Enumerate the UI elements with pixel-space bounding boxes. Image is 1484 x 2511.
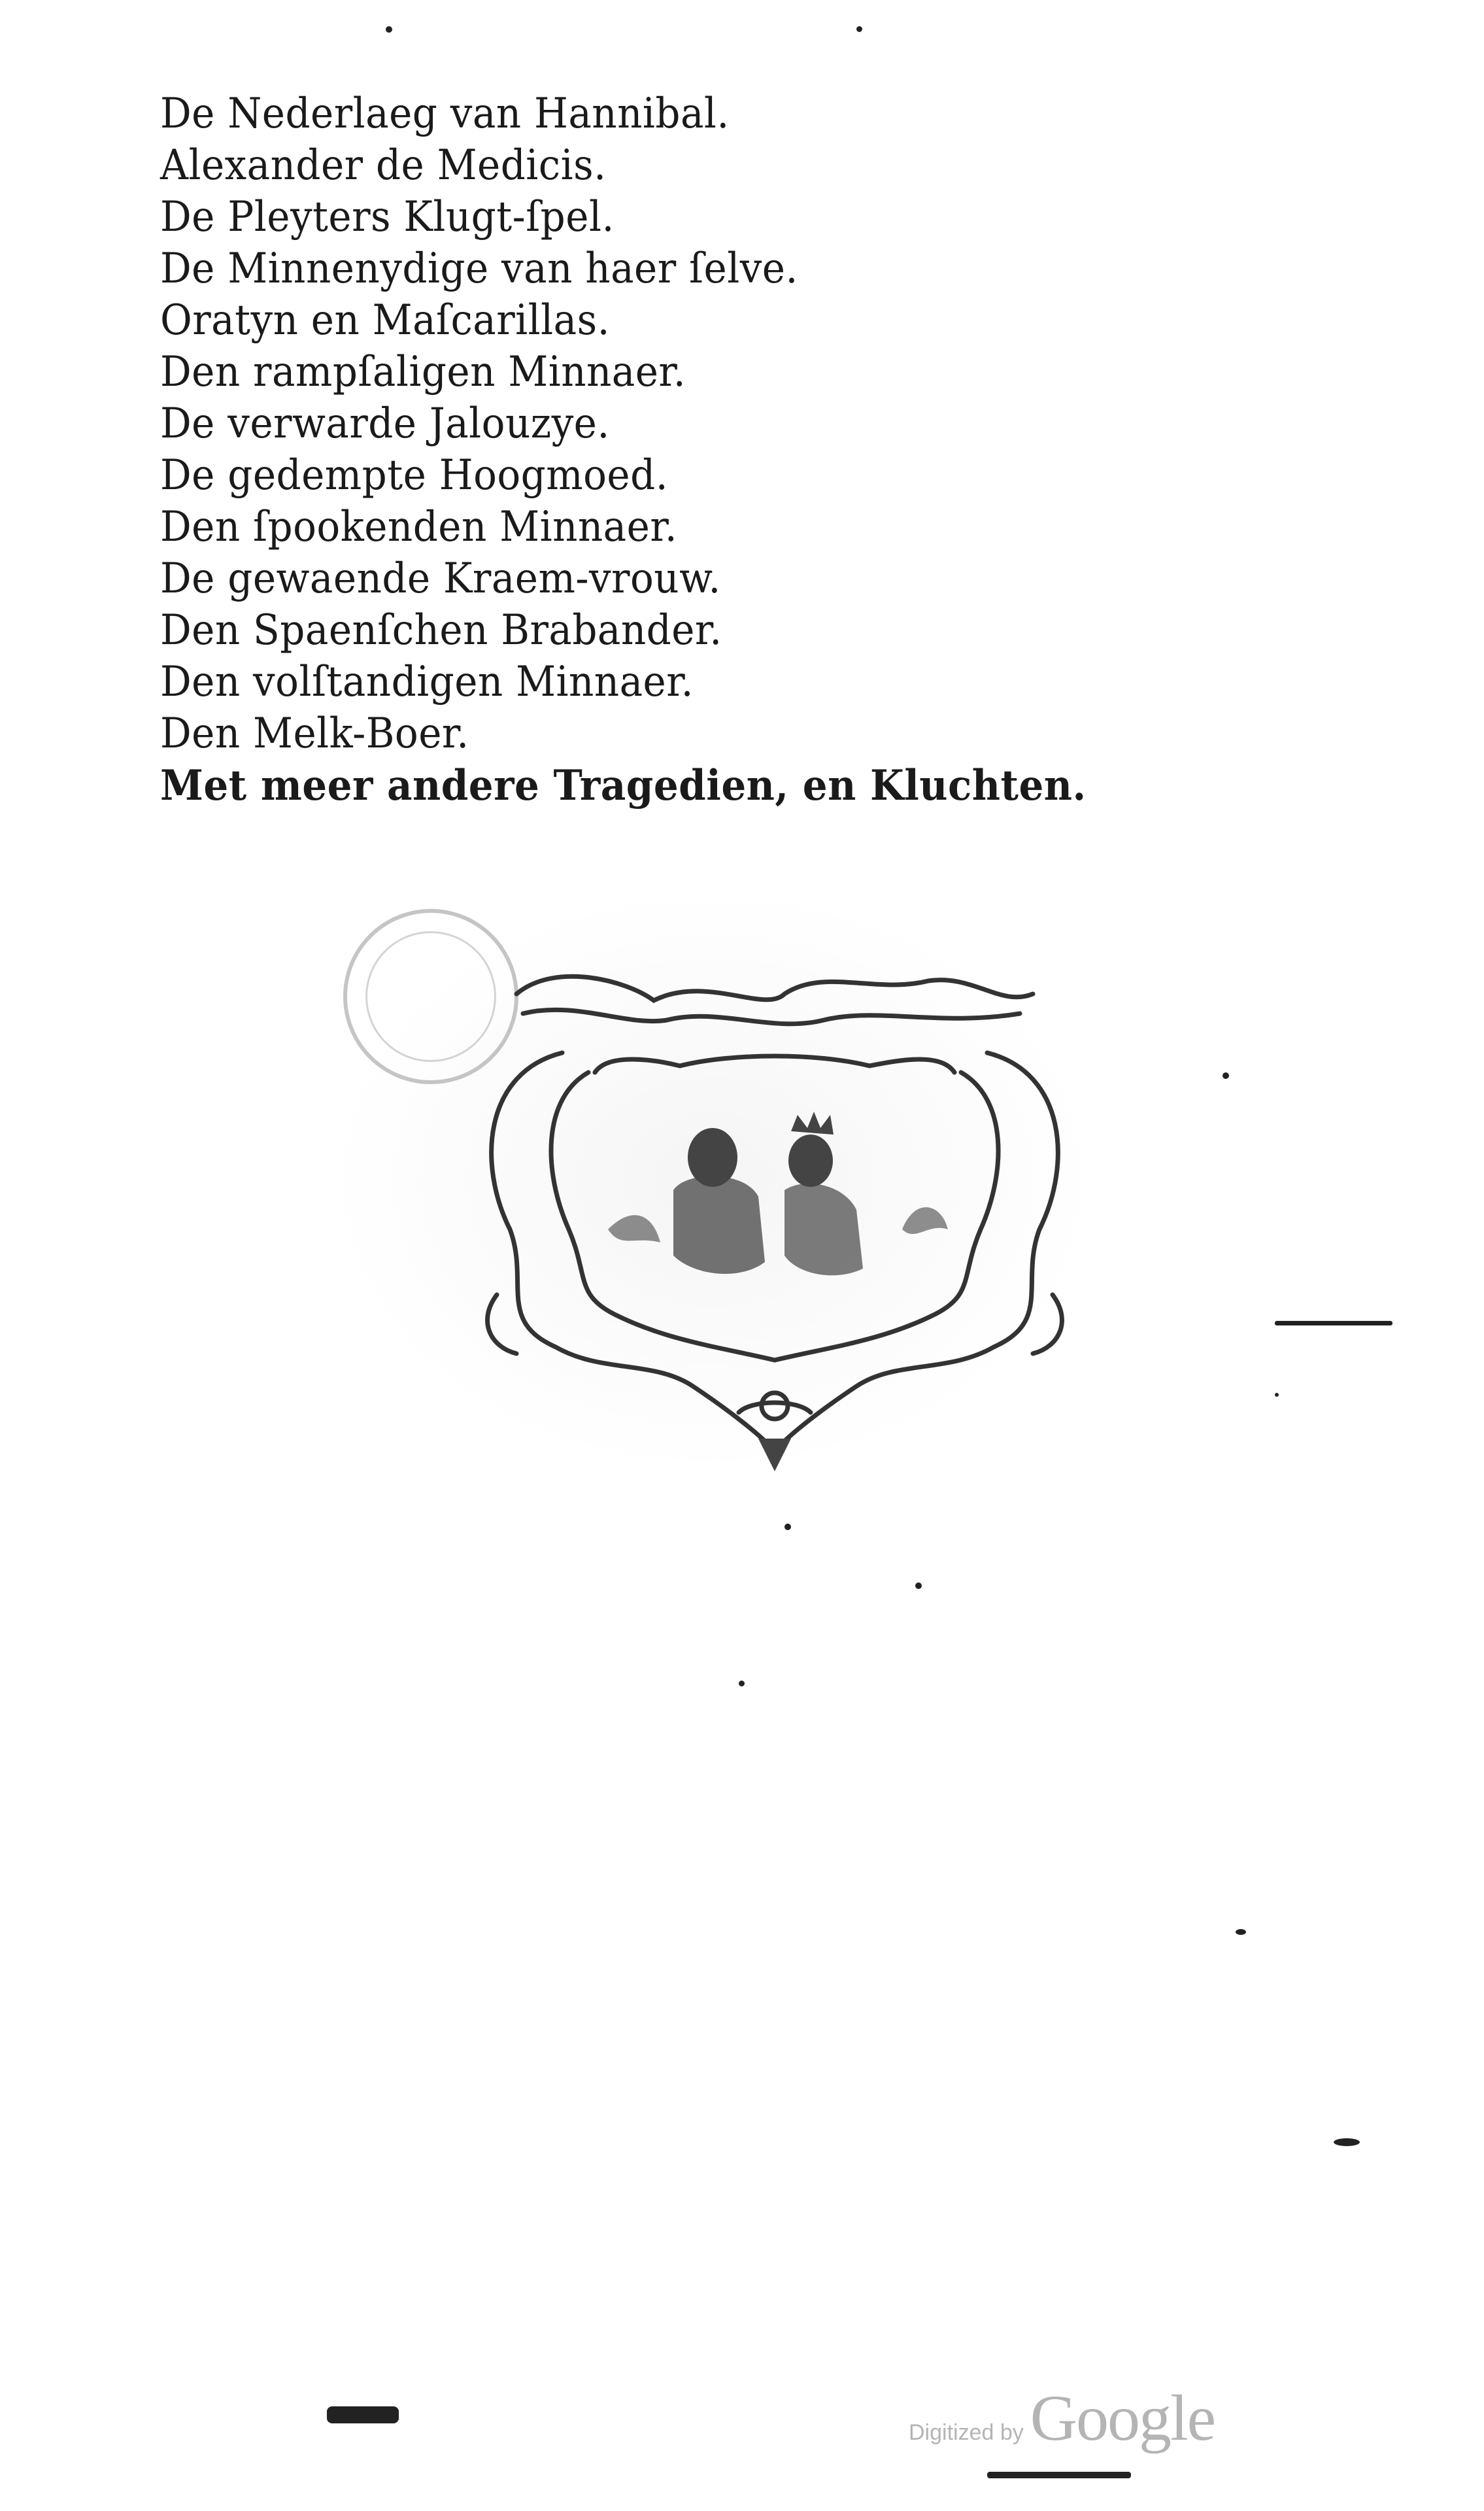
play-title: Oratyn en Maſcarillas. — [160, 296, 611, 345]
ink-speck — [1334, 2138, 1360, 2146]
play-title: Den Melk-Boer. — [160, 709, 469, 758]
ink-speck — [739, 1681, 745, 1686]
ink-speck — [1223, 1072, 1229, 1079]
play-title: Den Spaenſchen Brabander. — [160, 606, 722, 655]
ink-speck — [915, 1582, 922, 1589]
ink-speck — [856, 26, 862, 32]
play-title: De Minnenydige van haer ſelve. — [160, 245, 798, 293]
play-title: Alexander de Medicis. — [160, 141, 607, 190]
play-title: De Pleyters Klugt-ſpel. — [160, 193, 615, 241]
ink-speck — [1275, 1393, 1279, 1397]
google-watermark — [909, 2380, 1215, 2455]
play-title: De gedempte Hoogmoed. — [160, 451, 669, 500]
ink-speck — [1236, 1929, 1246, 1935]
play-title: De verwarde Jalouzye. — [160, 400, 610, 448]
watermark-prefix: Digitized by — [909, 2420, 1024, 2445]
play-title: De Nederlaeg van Hannibal. — [160, 90, 730, 138]
play-title: Den volſtandigen Minnaer. — [160, 658, 694, 706]
printers-ornament — [458, 955, 1092, 1471]
watermark-brand: Google — [1030, 2382, 1215, 2454]
ink-speck — [386, 26, 392, 33]
ink-speck — [1275, 1321, 1392, 1325]
ink-speck — [784, 1524, 791, 1530]
play-title: Den ſpookenden Minnaer. — [160, 503, 678, 551]
play-title-list — [160, 88, 1156, 811]
play-title: De gewaende Kraem-vrouw. — [160, 555, 721, 603]
ink-smudge — [987, 2472, 1131, 2478]
closing-line: Met meer andere Tragedien, en Kluchten. — [160, 761, 1087, 810]
play-title: Den rampſaligen Minnaer. — [160, 348, 686, 396]
ink-smudge — [327, 2406, 399, 2423]
